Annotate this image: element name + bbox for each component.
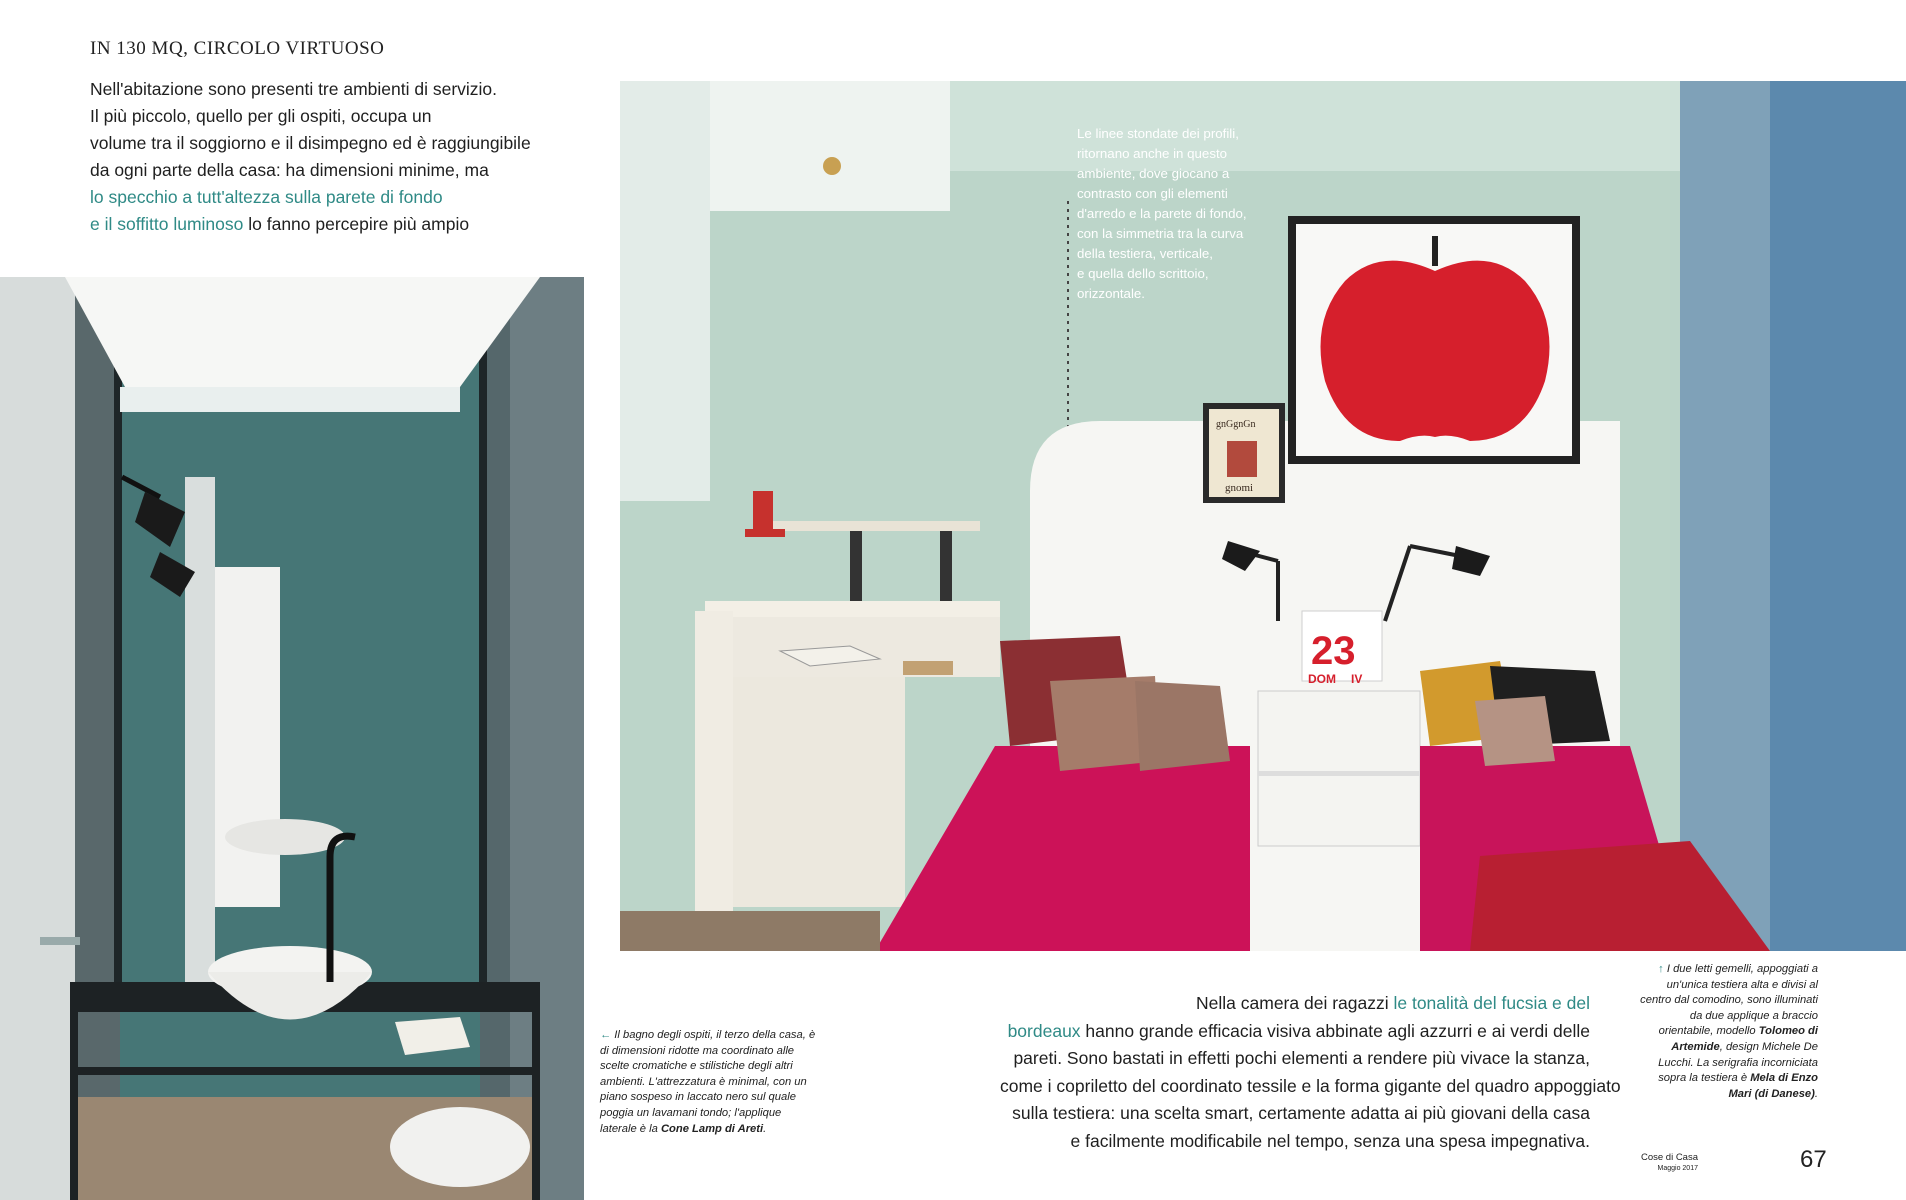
print-text-bottom: gnomi	[1225, 482, 1254, 494]
calendar-month: IV	[1351, 672, 1363, 686]
bathroom-photo	[0, 277, 584, 1200]
intro-line: volume tra il soggiorno e il disimpegno ed è raggiungibile	[90, 133, 531, 153]
bedroom-caption-line: della testiera, verticale,	[1077, 246, 1213, 261]
side-caption-text: I due letti gemelli, appoggiati a un'unica testiera alta e divisi al centro dal comodino, sono illuminati da due applique a braccio orientabile, modello	[1640, 963, 1818, 1038]
body-line: pareti. Sono bastati in effetti pochi elementi a rendere più vivace la stanza,	[1013, 1048, 1590, 1068]
bedroom-caption-line: con la simmetria tra la curva	[1077, 226, 1244, 241]
calendar-day: 23	[1311, 629, 1356, 673]
body-line	[1000, 1018, 1590, 1046]
bedroom-caption-line: Le linee stondate dei profili,	[1077, 126, 1239, 141]
bedroom-side-caption	[1640, 962, 1818, 1102]
side-caption-product: Tolomeo di Artemide	[1671, 1025, 1818, 1053]
body-line	[1000, 990, 1590, 1018]
caption-end: .	[763, 1122, 767, 1135]
body-highlight: le tonalità del fucsia e del	[1393, 993, 1590, 1013]
bedroom-caption-line: contrasto con gli elementi	[1077, 186, 1228, 201]
arrow-up-icon: ↑	[1658, 963, 1664, 975]
side-caption-product: Mela di Enzo Mari (di Danese)	[1728, 1072, 1818, 1100]
intro-paragraph	[90, 76, 530, 238]
magazine-name: Cose di Casa	[1640, 1152, 1698, 1163]
bedroom-caption-line: ambiente, dove giocano a	[1077, 166, 1230, 181]
caption-end: .	[1814, 1087, 1818, 1100]
magazine-issue: Maggio 2017	[1657, 1165, 1698, 1172]
body-line: e facilmente modificabile nel tempo, senza una spesa impegnativa.	[1070, 1130, 1590, 1151]
bedroom-caption-line: ritornano anche in questo	[1077, 146, 1228, 161]
bathroom-illustration	[0, 277, 584, 1200]
page-number: 67	[1800, 1146, 1827, 1173]
intro-highlight: e il soffitto luminoso	[90, 214, 244, 234]
calendar-weekday: DOM	[1308, 672, 1336, 686]
side-caption-text: , design Michele De Lucchi. La serigrafia incorniciata sopra la testiera è	[1658, 1040, 1818, 1085]
intro-line: Il più piccolo, quello per gli ospiti, occupa un	[90, 106, 432, 126]
bedroom-caption-line: orizzontale.	[1077, 286, 1145, 301]
print-text-top: gnGgnGn	[1216, 419, 1256, 430]
bathroom-caption-text: Il bagno degli ospiti, il terzo della casa, è di dimensioni ridotte ma coordinato alle scelte cromatiche e stilistiche degli altri ambienti. L'attrezzatura è minimal, con un piano sospeso in laccato nero sul quale poggia un lavamani tondo; l'applique laterale è la	[600, 1029, 816, 1135]
bedroom-caption	[1077, 124, 1277, 304]
intro-line: da ogni parte della casa: ha dimensioni minime, ma	[90, 160, 489, 180]
bedroom-caption-line: e quella dello scrittoio,	[1077, 266, 1209, 281]
body-highlight: bordeaux	[1007, 1020, 1081, 1041]
body-text-span: Nella camera dei ragazzi	[1196, 993, 1394, 1013]
intro-line-rest: lo fanno percepire più ampio	[243, 214, 470, 234]
section-heading: IN 130 MQ, CIRCOLO VIRTUOSO	[90, 38, 385, 59]
bedroom-caption-line: d'arredo e la parete di fondo,	[1077, 206, 1247, 221]
magazine-info	[1641, 1152, 1698, 1174]
intro-line	[90, 211, 530, 238]
intro-line: Nell'abitazione sono presenti tre ambienti di servizio.	[90, 79, 498, 99]
arrow-left-icon: ←	[600, 1029, 612, 1041]
body-text-span: hanno grande efficacia visiva abbinate agli azzurri e ai verdi delle	[1080, 1020, 1590, 1041]
body-paragraph	[1000, 990, 1621, 1155]
bathroom-caption	[600, 1028, 820, 1137]
bathroom-caption-product: Cone Lamp di Areti	[660, 1122, 764, 1135]
body-line: come i copriletto del coordinato tessile e la forma gigante del quadro appoggiato	[1000, 1075, 1621, 1096]
body-line: sulla testiera: una scelta smart, certamente adatta ai più giovani della casa	[1012, 1103, 1590, 1123]
intro-highlight: lo specchio a tutt'altezza sulla parete di fondo	[90, 187, 443, 207]
